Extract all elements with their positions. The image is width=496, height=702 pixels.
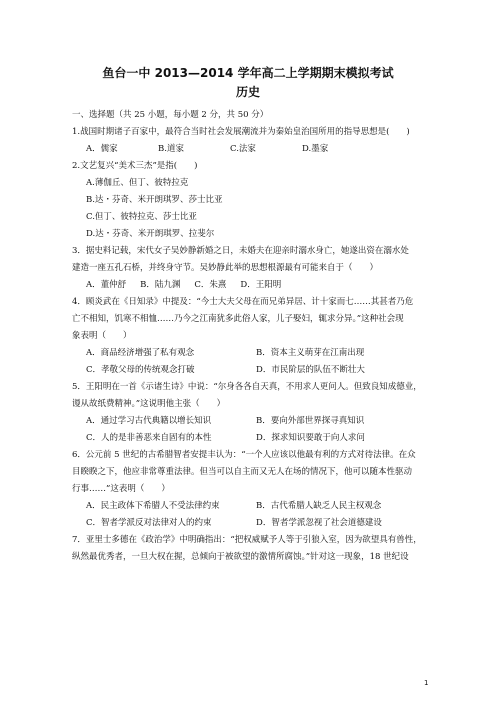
question-3-stem: 建造一座五孔石桥，并终身守节。吴妙静此举的思想根源最有可能来自于（ ） — [72, 263, 379, 273]
option-c: C.法家 — [230, 144, 256, 154]
option-a: A．董仲舒 — [86, 280, 127, 290]
option-c: C．人的是非善恶来自固有的本性 — [86, 433, 212, 443]
question-7-stem: 纵然最优秀者，一旦大权在握，总倾向于被欲望的激情所腐蚀。”针对这一现象，18 世纪设 — [72, 552, 409, 562]
question-4-stem: 象表明（ ） — [72, 331, 132, 341]
exam-body — [72, 107, 428, 566]
option-b: B.达・芬奇、米开朗琪罗、莎士比亚 — [86, 195, 223, 205]
option-d: D.达・芬奇、米开朗琪罗、拉斐尔 — [86, 229, 215, 239]
option-a: A．民主政体下希腊人不受法律约束 — [86, 501, 220, 511]
question-5-stem: 5．王阳明在一首《示诸生诗》中说：“尔身各各自天真，不用求人更问人。但致良知成德业， — [72, 382, 422, 392]
option-b: B．要向外部世界探寻真知识 — [256, 416, 365, 426]
question-6-stem: 6．公元前 5 世纪的古希腊智者安提丰认为：“一个人应该以他最有利的方式对待法律。在众 — [72, 450, 416, 460]
exam-subject: 历史 — [235, 85, 260, 99]
question-3-stem: 3．据史料记载，宋代女子吴妙静新婚之日，未婚夫在迎亲时溺水身亡，她遂出资在溺水处 — [72, 246, 409, 256]
option-b: B．古代希腊人缺乏人民主权观念 — [256, 501, 382, 511]
question-4-stem: 亡不相知，饥寒不相恤……乃今之江南犹多此俗人家，儿子娶妇，辄求分异。”这种社会现 — [72, 314, 404, 324]
option-b: B．资本主义萌芽在江南出现 — [256, 348, 365, 358]
question-4-options-ab — [72, 345, 428, 362]
question-7-stem: 7．亚里士多德在《政治学》中明确指出：“把权威赋予人等于引狼入室，因为欲望具有兽性， — [72, 535, 422, 545]
question-6-options-ab — [72, 498, 428, 515]
option-c: C．智者学派反对法律对人的约束 — [86, 518, 212, 528]
option-d: D．王阳明 — [240, 280, 282, 290]
question-6-options-cd — [72, 515, 428, 532]
exam-title: 鱼台一中 2013—2014 学年高二上学期期末模拟考试 — [102, 66, 394, 80]
question-6-stem: 行事……”这表明（ ） — [72, 484, 170, 494]
option-a: A．儒家 — [86, 144, 118, 154]
option-d: D．探求知识要敢于向人求问 — [256, 433, 365, 443]
option-b: B.道家 — [158, 144, 184, 154]
page-number: 1 — [424, 679, 429, 687]
question-5-stem: 谩从故纸费精神。”这说明他主张（ ） — [72, 399, 226, 409]
option-c: C．朱熹 — [194, 280, 227, 290]
option-b: B．陆九渊 — [140, 280, 181, 290]
question-1-stem: 1.战国时期诸子百家中，最符合当时社会发展潮流并为秦始皇治国所用的指导思想是( ) — [72, 127, 410, 137]
question-5-options-ab — [72, 413, 428, 430]
question-5-options-cd — [72, 430, 428, 447]
question-1-options — [72, 141, 428, 158]
question-6-stem: 目睽睽之下，他应非常尊重法律。但当可以自主而又无人在场的情况下，他可以随本性驱动 — [72, 467, 413, 477]
option-a: A．通过学习古代典籍以增长知识 — [86, 416, 212, 426]
option-c: C.但丁、彼特拉克、莎士比亚 — [86, 212, 197, 222]
option-c: C．孝敬父母的传统观念打破 — [86, 365, 195, 375]
option-a: A．商品经济增强了私有观念 — [86, 348, 195, 358]
option-a: A.薄伽丘、但丁、彼特拉克 — [86, 178, 189, 188]
option-d: D．智者学派忽视了社会道德建设 — [256, 518, 382, 528]
question-2-stem: 2.文艺复兴“美术三杰”是指( ) — [72, 161, 198, 171]
question-4-stem: 4．顾炎武在《日知录》中提及：“今士大夫父母在而兄弟异居、计十家而七……其甚者乃危 — [72, 297, 414, 307]
question-3-options — [72, 277, 428, 294]
option-d: D．市民阶层的队伍不断壮大 — [256, 365, 365, 375]
option-d: D.墨家 — [302, 144, 329, 154]
question-4-options-cd — [72, 362, 428, 379]
section-header: 一、选择题（共 25 小题，每小题 2 分，共 50 分） — [72, 110, 269, 120]
